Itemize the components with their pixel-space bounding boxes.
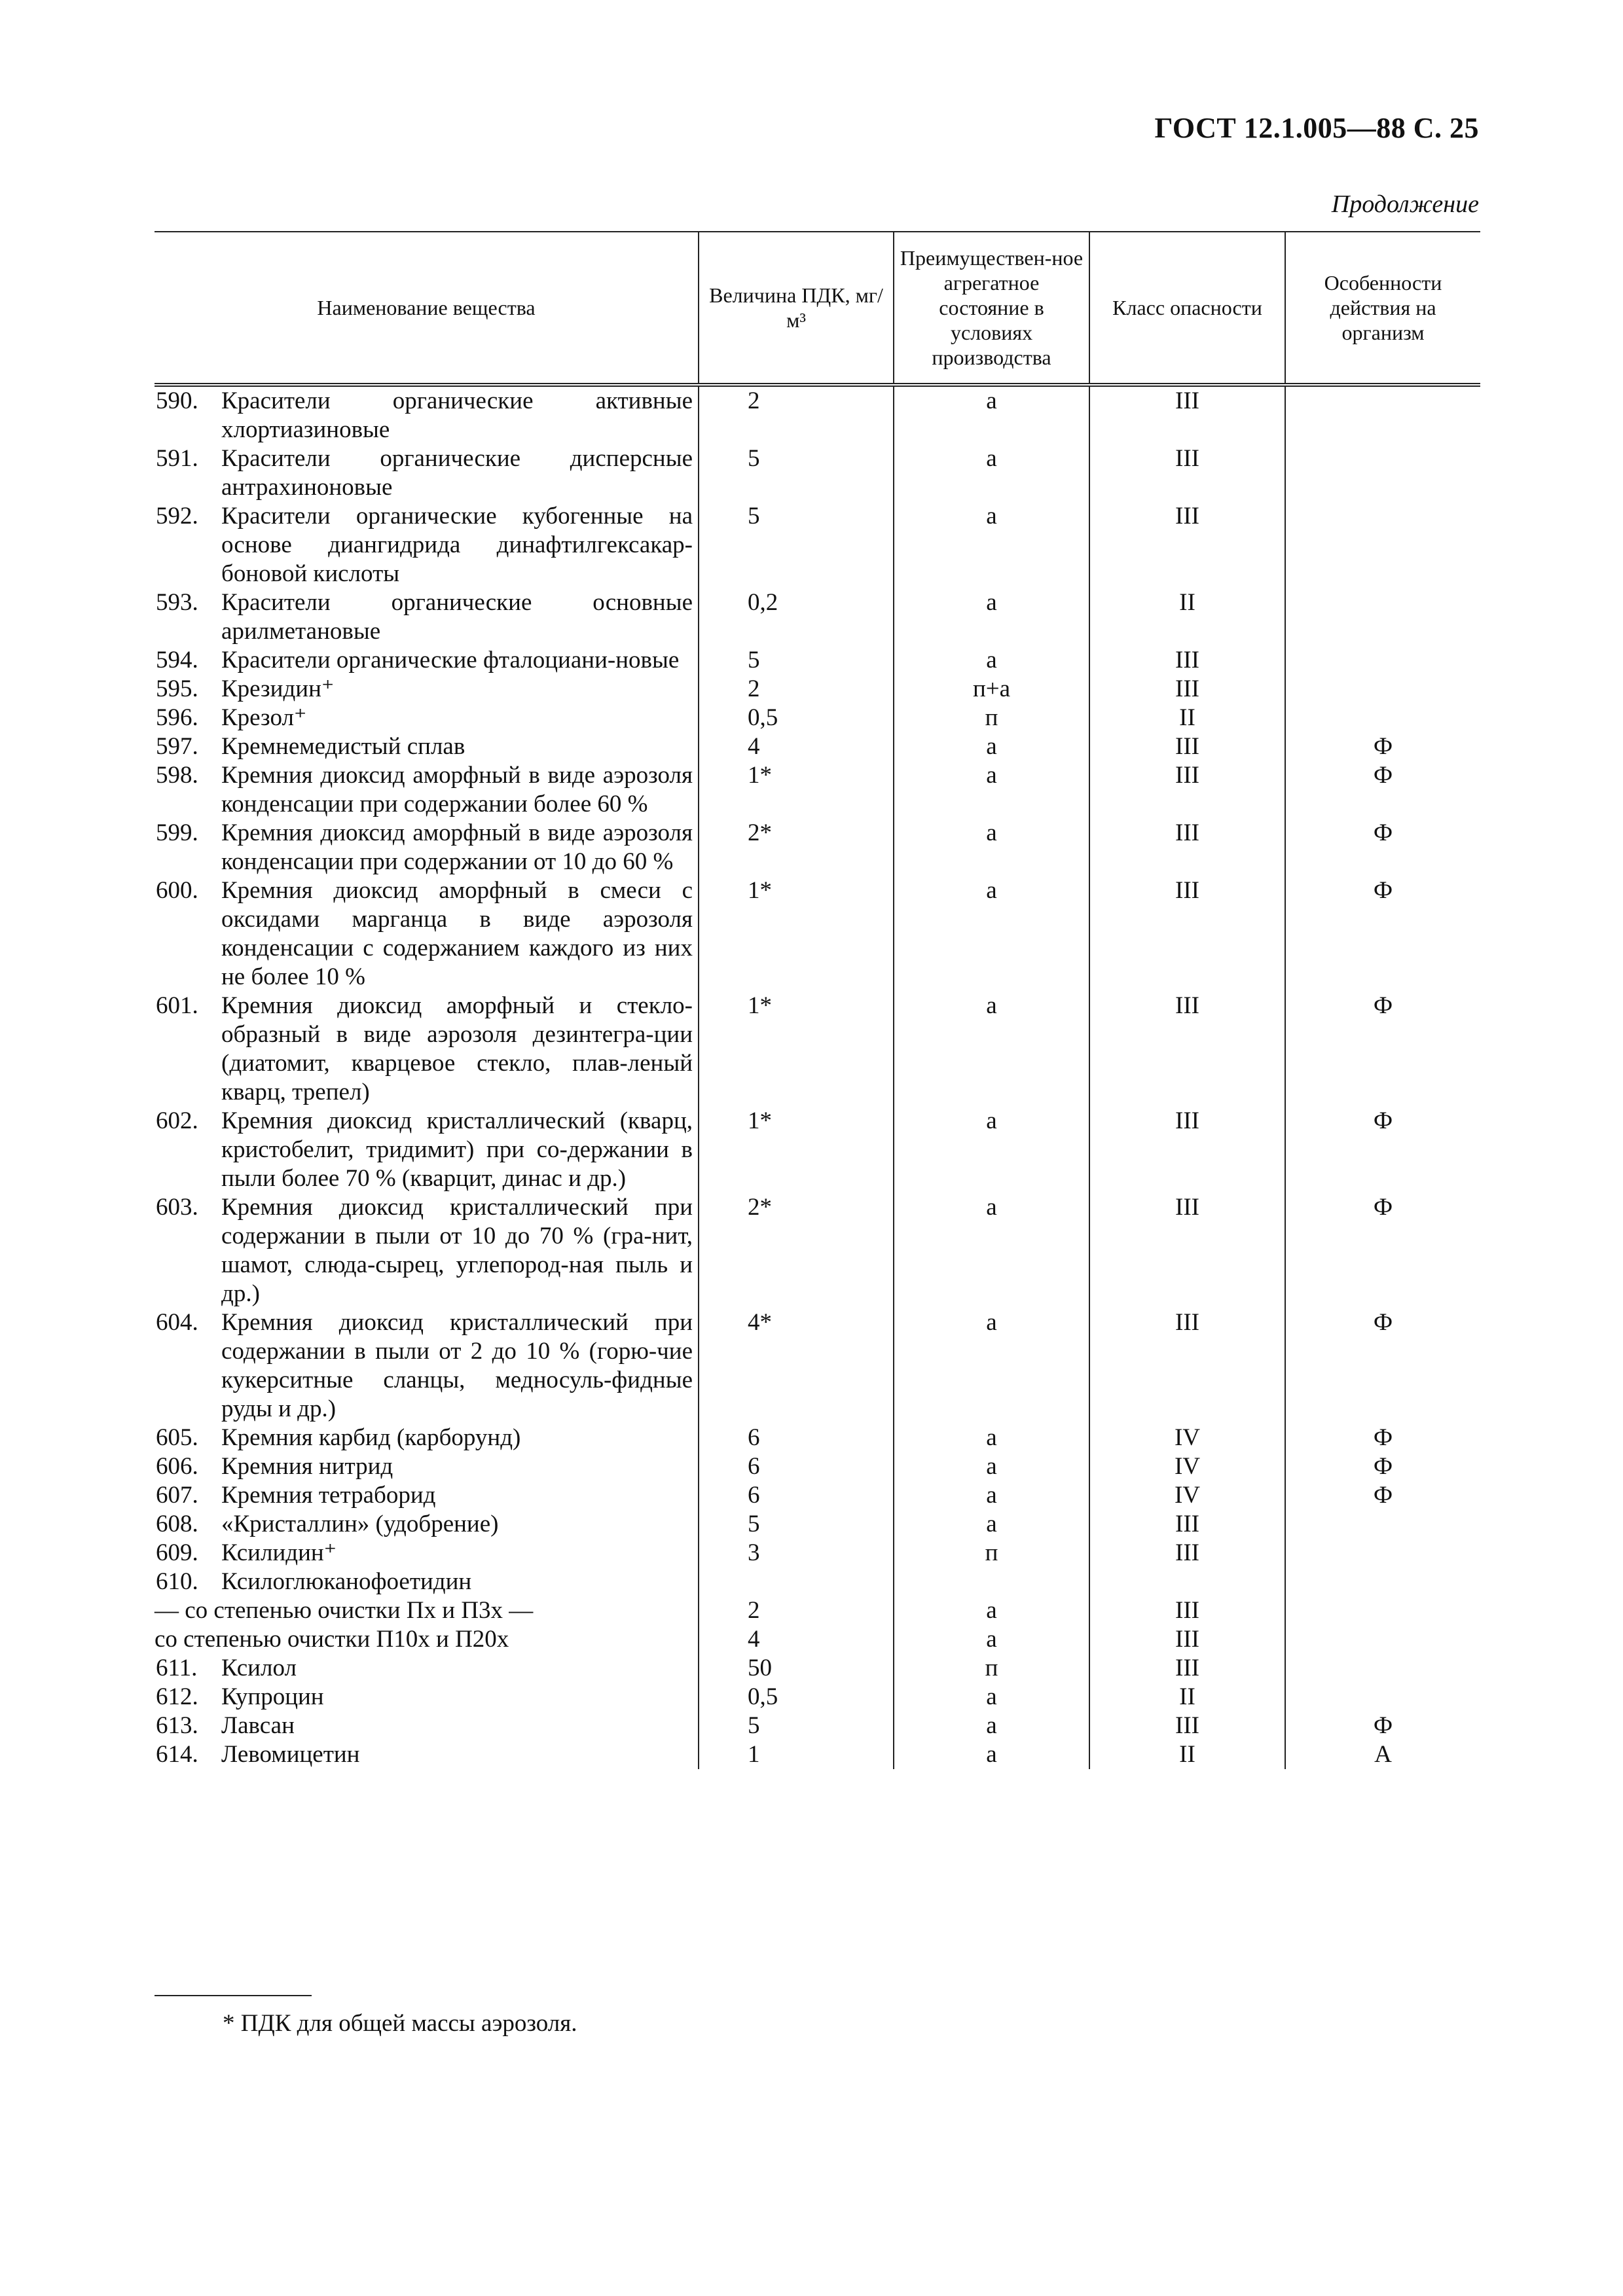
substance-name: Кремния диоксид аморфный в виде аэрозоля конденсации при содержании от 10 до 60 % <box>221 819 693 875</box>
hazard-class: III <box>1089 1107 1285 1193</box>
substance-cell <box>155 1740 698 1769</box>
hazard-class: III <box>1089 1539 1285 1568</box>
aggregate-state: а <box>893 1452 1089 1481</box>
substance-name: Кремнемедистый сплав <box>221 733 465 760</box>
row-number: 614. <box>156 1741 198 1768</box>
substance-cell <box>155 732 698 761</box>
table-row <box>155 992 1480 1107</box>
substance-cell <box>155 1452 698 1481</box>
aggregate-state: п <box>893 704 1089 732</box>
effect-feature <box>1285 1683 1480 1712</box>
row-number: 603. <box>156 1194 198 1221</box>
pdk-value: 1* <box>698 876 893 992</box>
substance-cell <box>155 1654 698 1683</box>
table-row <box>155 1568 1480 1596</box>
substance-name: со степенью очистки П10х и П20х <box>155 1626 509 1653</box>
substance-name: «Кристаллин» (удобрение) <box>221 1511 499 1537</box>
substance-cell <box>155 819 698 876</box>
pdk-value: 0,5 <box>698 704 893 732</box>
aggregate-state: а <box>893 992 1089 1107</box>
pdk-value: 5 <box>698 1712 893 1740</box>
substance-cell <box>155 646 698 675</box>
hazard-class: III <box>1089 502 1285 588</box>
substance-name: Крезол⁺ <box>221 704 307 731</box>
substance-name: Красители органические основные арилметановые <box>221 589 693 645</box>
table-row <box>155 1539 1480 1568</box>
substance-cell <box>155 502 698 588</box>
aggregate-state: а <box>893 502 1089 588</box>
row-number: 606. <box>156 1453 198 1480</box>
effect-feature: А <box>1285 1740 1480 1769</box>
pdk-value: 1* <box>698 1107 893 1193</box>
col-header-feature: Особенности действия на организм <box>1285 232 1480 383</box>
substance-name: Кремния диоксид аморфный и стекло-образный в виде аэрозоля дезинтегра-ции (диатомит, кварцевое стекло, плав-леный кварц, трепел) <box>221 992 693 1105</box>
pdk-value: 5 <box>698 444 893 502</box>
aggregate-state: а <box>893 1740 1089 1769</box>
substance-name: Ксилоглюканофоетидин <box>221 1568 472 1595</box>
substance-name: Левомицетин <box>221 1741 360 1768</box>
table-row <box>155 1424 1480 1452</box>
substance-name: Крезидин⁺ <box>221 675 335 702</box>
effect-feature: Ф <box>1285 1107 1480 1193</box>
pdk-value: 2* <box>698 819 893 876</box>
effect-feature: Ф <box>1285 819 1480 876</box>
pdk-value: 0,2 <box>698 588 893 646</box>
aggregate-state: а <box>893 761 1089 819</box>
hazard-class: II <box>1089 588 1285 646</box>
row-number: 598. <box>156 762 198 789</box>
pdk-value: 4 <box>698 1625 893 1654</box>
footnote: * ПДК для общей массы аэрозоля. <box>223 2010 577 2037</box>
aggregate-state: а <box>893 387 1089 444</box>
hazard-class: III <box>1089 1308 1285 1424</box>
hazard-class: III <box>1089 646 1285 675</box>
row-number: 605. <box>156 1424 198 1451</box>
substance-name: Красители органические кубогенные на основе диангидрида динафтилгексакар-боновой кислоты <box>221 503 693 587</box>
substance-name: Красители органические фталоциани-новые <box>221 647 680 673</box>
hazard-class: III <box>1089 387 1285 444</box>
substance-cell <box>155 1712 698 1740</box>
substance-cell <box>155 387 698 444</box>
effect-feature <box>1285 1625 1480 1654</box>
effect-feature: Ф <box>1285 1452 1480 1481</box>
pdk-value: 2 <box>698 675 893 704</box>
substance-cell <box>155 1481 698 1510</box>
page-header: ГОСТ 12.1.005—88 С. 25 <box>1154 112 1479 144</box>
substance-cell <box>155 876 698 992</box>
substance-cell <box>155 1424 698 1452</box>
row-number: 596. <box>156 704 198 731</box>
substance-cell <box>155 1625 698 1654</box>
aggregate-state: а <box>893 1481 1089 1510</box>
col-header-class: Класс опасности <box>1089 232 1285 383</box>
substance-name: Кремния нитрид <box>221 1453 393 1480</box>
footnote-divider <box>155 1995 312 1996</box>
substance-cell <box>155 704 698 732</box>
table-row <box>155 1625 1480 1654</box>
table-row <box>155 1654 1480 1683</box>
substance-name: Кремния диоксид аморфный в виде аэрозоля конденсации при содержании более 60 % <box>221 762 693 817</box>
substance-cell <box>155 1568 698 1596</box>
substance-cell <box>155 588 698 646</box>
table-row <box>155 819 1480 876</box>
col-header-pdk <box>698 232 893 383</box>
aggregate-state: а <box>893 1424 1089 1452</box>
hazard-class <box>1089 1568 1285 1596</box>
pdk-value: 4* <box>698 1308 893 1424</box>
pdk-value: 4 <box>698 732 893 761</box>
table-row <box>155 704 1480 732</box>
effect-feature: Ф <box>1285 761 1480 819</box>
substance-cell <box>155 1683 698 1712</box>
pdk-value: 0,5 <box>698 1683 893 1712</box>
effect-feature <box>1285 1510 1480 1539</box>
substance-cell <box>155 675 698 704</box>
table-row <box>155 1452 1480 1481</box>
substance-cell <box>155 992 698 1107</box>
substance-name: Красители органические дисперсные антрахиноновые <box>221 445 693 501</box>
table-row <box>155 1712 1480 1740</box>
effect-feature: Ф <box>1285 732 1480 761</box>
substance-cell <box>155 1107 698 1193</box>
row-number: 590. <box>156 387 198 414</box>
substance-cell <box>155 1308 698 1424</box>
table-row <box>155 387 1480 444</box>
row-number: 608. <box>156 1511 198 1537</box>
aggregate-state: а <box>893 1510 1089 1539</box>
effect-feature: Ф <box>1285 1481 1480 1510</box>
table-row <box>155 675 1480 704</box>
row-number: 610. <box>156 1568 198 1595</box>
aggregate-state: а <box>893 1683 1089 1712</box>
aggregate-state: а <box>893 1625 1089 1654</box>
substance-cell <box>155 1539 698 1568</box>
hazard-class: III <box>1089 1193 1285 1308</box>
row-number: 611. <box>156 1655 198 1681</box>
pdk-value: 5 <box>698 1510 893 1539</box>
substance-name: Кремния диоксид кристаллический при содержании в пыли от 10 до 70 % (гра-нит, шамот, слюда-сырец, углепород-ная пыль и др.) <box>221 1194 693 1307</box>
row-number: 592. <box>156 503 198 529</box>
pdk-value: 2 <box>698 1596 893 1625</box>
pdk-value: 2* <box>698 1193 893 1308</box>
substance-cell <box>155 761 698 819</box>
effect-feature <box>1285 387 1480 444</box>
pdk-value: 3 <box>698 1539 893 1568</box>
row-number: 595. <box>156 675 198 702</box>
pdk-value: 5 <box>698 646 893 675</box>
substance-name: Кремния диоксид кристаллический при содержании в пыли от 2 до 10 % (горю-чие кукерситные сланцы, медносуль-фидные руды и др.) <box>221 1309 693 1422</box>
col-header-state: Преимуществен-ное агрегатное состояние в условиях производства <box>893 232 1089 383</box>
pdk-value: 1* <box>698 761 893 819</box>
row-number: 594. <box>156 647 198 673</box>
pdk-value: 50 <box>698 1654 893 1683</box>
substance-name: Кремния диоксид аморфный в смеси с оксидами марганца в виде аэрозоля конденсации с содержанием каждого из них не более 10 % <box>221 877 693 990</box>
hazard-class: II <box>1089 1683 1285 1712</box>
substance-cell <box>155 1193 698 1308</box>
table-row <box>155 646 1480 675</box>
row-number: 591. <box>156 445 198 472</box>
effect-feature: Ф <box>1285 1308 1480 1424</box>
hazard-class: IV <box>1089 1481 1285 1510</box>
row-number: 609. <box>156 1539 198 1566</box>
table-row <box>155 876 1480 992</box>
pdk-value <box>698 1568 893 1596</box>
effect-feature <box>1285 704 1480 732</box>
aggregate-state: а <box>893 876 1089 992</box>
pdk-value: 6 <box>698 1452 893 1481</box>
pdk-value: 5 <box>698 502 893 588</box>
hazard-class: IV <box>1089 1452 1285 1481</box>
substance-name: — со степенью очистки Пх и П3х — <box>155 1597 534 1624</box>
hazard-class: III <box>1089 675 1285 704</box>
substance-cell <box>155 444 698 502</box>
row-number: 597. <box>156 733 198 760</box>
aggregate-state: а <box>893 1107 1089 1193</box>
substances-table <box>155 231 1480 1769</box>
aggregate-state <box>893 1568 1089 1596</box>
table-header <box>155 231 1480 387</box>
effect-feature <box>1285 1654 1480 1683</box>
table-row <box>155 1510 1480 1539</box>
col-header-name: Наименование вещества <box>317 296 536 319</box>
hazard-class: II <box>1089 704 1285 732</box>
aggregate-state: а <box>893 588 1089 646</box>
row-number: 604. <box>156 1309 198 1336</box>
row-number: 613. <box>156 1712 198 1739</box>
hazard-class: III <box>1089 992 1285 1107</box>
row-number: 600. <box>156 877 198 904</box>
pdk-value: 6 <box>698 1481 893 1510</box>
aggregate-state: а <box>893 1712 1089 1740</box>
table-row <box>155 1193 1480 1308</box>
table-row <box>155 502 1480 588</box>
table-row <box>155 761 1480 819</box>
col-header-pdk-label: Величина ПДК, мг/м³ <box>709 283 883 332</box>
hazard-class: III <box>1089 1654 1285 1683</box>
hazard-class: II <box>1089 1740 1285 1769</box>
table-row <box>155 1107 1480 1193</box>
hazard-class: IV <box>1089 1424 1285 1452</box>
substance-name: Кремния тетраборид <box>221 1482 436 1509</box>
hazard-class: III <box>1089 876 1285 992</box>
row-number: 593. <box>156 589 198 616</box>
effect-feature <box>1285 1539 1480 1568</box>
hazard-class: III <box>1089 1510 1285 1539</box>
aggregate-state: а <box>893 819 1089 876</box>
table-row <box>155 732 1480 761</box>
effect-feature <box>1285 1596 1480 1625</box>
aggregate-state: а <box>893 646 1089 675</box>
substance-name: Кремния карбид (карборунд) <box>221 1424 521 1451</box>
table-row <box>155 444 1480 502</box>
substance-name: Лавсан <box>221 1712 295 1739</box>
row-number: 599. <box>156 819 198 846</box>
table-row <box>155 1481 1480 1510</box>
row-number: 607. <box>156 1482 198 1509</box>
row-number: 602. <box>156 1107 198 1134</box>
aggregate-state: п <box>893 1539 1089 1568</box>
table-body <box>155 387 1480 1769</box>
table-row <box>155 1308 1480 1424</box>
effect-feature: Ф <box>1285 1712 1480 1740</box>
substance-name: Купроцин <box>221 1683 324 1710</box>
aggregate-state: п <box>893 1654 1089 1683</box>
aggregate-state: а <box>893 1308 1089 1424</box>
hazard-class: III <box>1089 1625 1285 1654</box>
substance-name: Ксилидин⁺ <box>221 1539 337 1566</box>
pdk-value: 1 <box>698 1740 893 1769</box>
pdk-value: 1* <box>698 992 893 1107</box>
table-row <box>155 1596 1480 1625</box>
hazard-class: III <box>1089 761 1285 819</box>
aggregate-state: а <box>893 1596 1089 1625</box>
aggregate-state: а <box>893 732 1089 761</box>
substance-cell <box>155 1510 698 1539</box>
table-row <box>155 1740 1480 1769</box>
substance-name: Кремния диоксид кристаллический (кварц, кристобелит, тридимит) при со-держании в пыли более 70 % (кварцит, динас и др.) <box>221 1107 693 1192</box>
effect-feature: Ф <box>1285 876 1480 992</box>
aggregate-state: п+а <box>893 675 1089 704</box>
row-number: 601. <box>156 992 198 1019</box>
substance-cell <box>155 1596 698 1625</box>
effect-feature: Ф <box>1285 1424 1480 1452</box>
continuation-label: Продолжение <box>1331 190 1479 218</box>
hazard-class: III <box>1089 1596 1285 1625</box>
effect-feature: Ф <box>1285 1193 1480 1308</box>
table-row <box>155 1683 1480 1712</box>
table-row <box>155 588 1480 646</box>
aggregate-state: а <box>893 444 1089 502</box>
effect-feature <box>1285 646 1480 675</box>
hazard-class: III <box>1089 819 1285 876</box>
effect-feature <box>1285 502 1480 588</box>
hazard-class: III <box>1089 732 1285 761</box>
substance-name: Ксилол <box>221 1655 297 1681</box>
row-number: 612. <box>156 1683 198 1710</box>
aggregate-state: а <box>893 1193 1089 1308</box>
hazard-class: III <box>1089 444 1285 502</box>
pdk-value: 6 <box>698 1424 893 1452</box>
substance-name: Красители органические активные хлортиазиновые <box>221 387 693 443</box>
effect-feature <box>1285 444 1480 502</box>
pdk-value: 2 <box>698 387 893 444</box>
effect-feature <box>1285 1568 1480 1596</box>
effect-feature <box>1285 675 1480 704</box>
hazard-class: III <box>1089 1712 1285 1740</box>
effect-feature <box>1285 588 1480 646</box>
effect-feature: Ф <box>1285 992 1480 1107</box>
